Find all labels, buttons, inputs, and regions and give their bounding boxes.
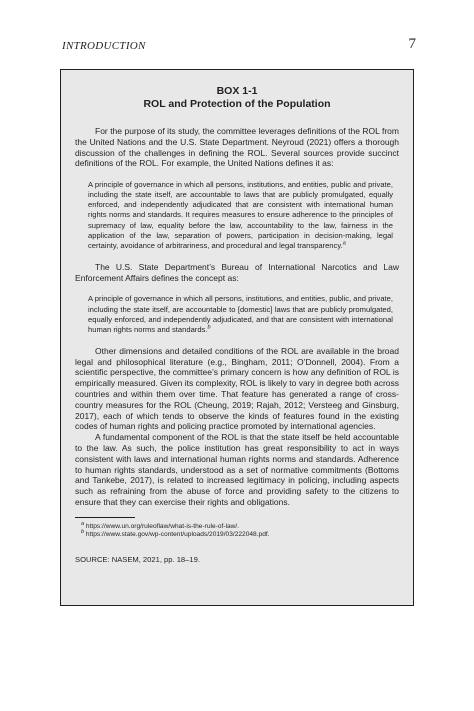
footnote-ref-a: a <box>342 240 346 247</box>
box-label: BOX 1-1 <box>216 85 258 97</box>
un-quote-text: A principle of governance in which all persons, institutions, and entities, public and private, including the state itself, are accountable to laws that are publicly promulgated, equally enforced, and independently adjudicated that are consistent with international human rights norms and standards. It requires measures to ensure adherence to the principles of supremacy of law, equality before the law, accountability to the law, fairness in the application of the law, separation of powers, participation in decision-making, legal certainty, avoidance of arbitrariness, and procedural and legal transparency. <box>88 180 393 250</box>
fundamental-paragraph: A fundamental component of the ROL is that the state itself be held accountable to the law. As such, the police institution has great responsibility to act in ways consistent with laws and international human rights norms and standards. Adherence to human rights standards, understood as a set of normative commitments (Bottoms and Tankebe, 2017), is related to increased legitimacy in policing, including aspects such as refraining from the abuse of force and providing safety to the citizens to ensure that they can exercise their rights and obligations. <box>75 432 399 507</box>
source-line: SOURCE: NASEM, 2021, pp. 18–19. <box>75 554 200 564</box>
state-quote-text: A principle of governance in which all persons, institutions, and entities, public, and private, including the state itself, are accountable to [domestic] laws that are publicly promulgated, equally enforced, and independently adjudicated, and that are consistent with international human rights norms and standards. <box>88 294 393 334</box>
box-title: ROL and Protection of the Population <box>143 97 331 110</box>
footnote-rule <box>75 517 135 518</box>
footnote-a-mark: a <box>81 520 85 527</box>
un-definition-quote <box>88 180 393 251</box>
page-number: 7 <box>408 36 416 52</box>
text-box <box>60 69 414 606</box>
intro-paragraph: For the purpose of its study, the committee leverages definitions of the ROL from the United Nations and the U.S. State Department. Neyroud (2021) offers a thorough discussion of the challenges in defining the ROL. Several sources provide succinct definitions of the ROL. For example, the United Nations defines it as: <box>75 126 399 169</box>
footnote-b <box>75 531 399 540</box>
footnote-a-url: https://www.un.org/ruleoflaw/what-is-the-rule-of-law/. <box>85 522 240 530</box>
state-definition-quote <box>88 294 393 334</box>
running-head: INTRODUCTION <box>62 40 146 52</box>
footnote-b-mark: b <box>81 529 85 536</box>
footnote-ref-b: b <box>207 324 211 331</box>
dimensions-paragraph: Other dimensions and detailed conditions of the ROL are available in the broad legal and philosophical literature (e.g., Bingham, 2011; O’Donnell, 2004). From a scientific perspective, the committee’s primary concern is how any definition of ROL is empirically measured. Given its complexity, ROL is likely to vary in degree both across countries and within them over time. That feature has generated a range of cross-country measures for the ROL (Cheung, 2019; Rajah, 2012; Versteeg and Ginsburg, 2017), each of which tends to observe the kinds of features found in the existing codes of human rights and policing practice promoted by international agencies. <box>75 345 399 432</box>
state-intro-paragraph: The U.S. State Department’s Bureau of International Narcotics and Law Enforcement Affairs defines the concept as: <box>75 261 399 283</box>
footnote-b-url: https://www.state.gov/wp-content/uploads/2019/03/222048.pdf. <box>85 531 270 539</box>
